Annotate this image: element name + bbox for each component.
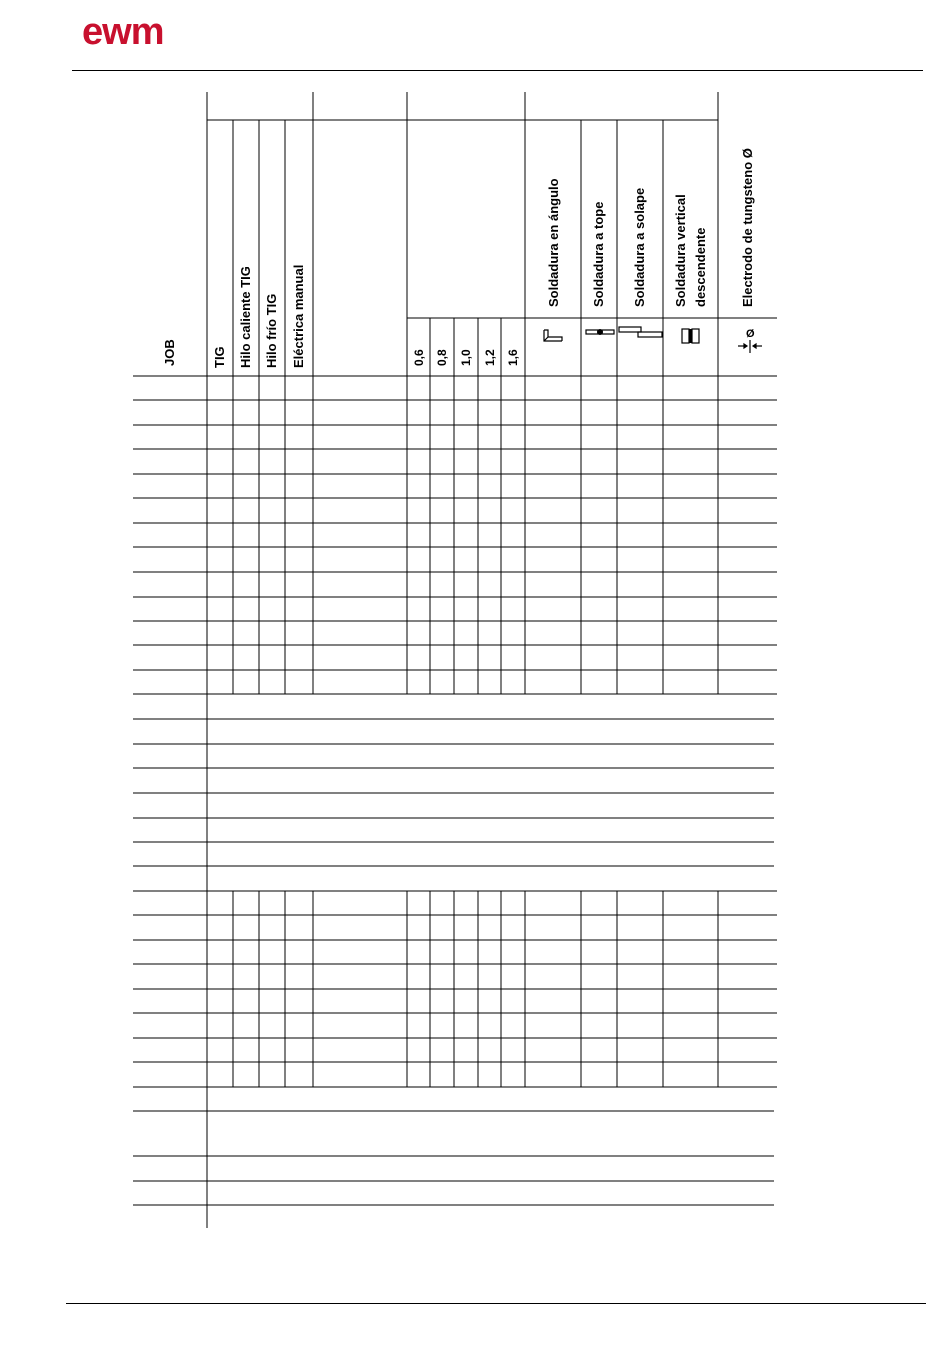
- electrode-diameter-symbol: Ø: [746, 328, 755, 340]
- seam-label-vertical: Soldadura vertical: [673, 194, 688, 307]
- logo-text: ewm: [82, 14, 164, 50]
- process-label-manual-arc: Eléctrica manual: [291, 264, 306, 368]
- process-label-cold-wire: Hilo frío TIG: [264, 293, 279, 368]
- vertical-down-weld-icon: [680, 327, 702, 345]
- job-header: JOB: [162, 339, 177, 366]
- seam-label-butt: Soldadura a tope: [591, 201, 606, 307]
- process-label-tig: TIG: [212, 346, 227, 368]
- seam-label-descending: descendente: [693, 227, 708, 307]
- tungsten-electrode-diameter-icon: [736, 326, 764, 354]
- wire-diameter-0-8: 0,8: [435, 349, 449, 366]
- wire-diameter-1-2: 1,2: [483, 349, 497, 366]
- electrode-label: Electrodo de tungsteno Ø: [740, 148, 755, 307]
- seam-label-lap: Soldadura a solape: [632, 187, 647, 307]
- seam-label-fillet: Soldadura en ángulo: [546, 178, 561, 307]
- lap-weld-icon: [618, 324, 664, 340]
- wire-diameter-0-6: 0,6: [412, 349, 426, 366]
- fillet-weld-icon: [540, 327, 568, 345]
- butt-weld-icon: [585, 325, 615, 339]
- process-label-hot-wire: Hilo caliente TIG: [238, 266, 253, 368]
- wire-diameter-1-0: 1,0: [459, 349, 473, 366]
- wire-diameter-1-6: 1,6: [506, 349, 520, 366]
